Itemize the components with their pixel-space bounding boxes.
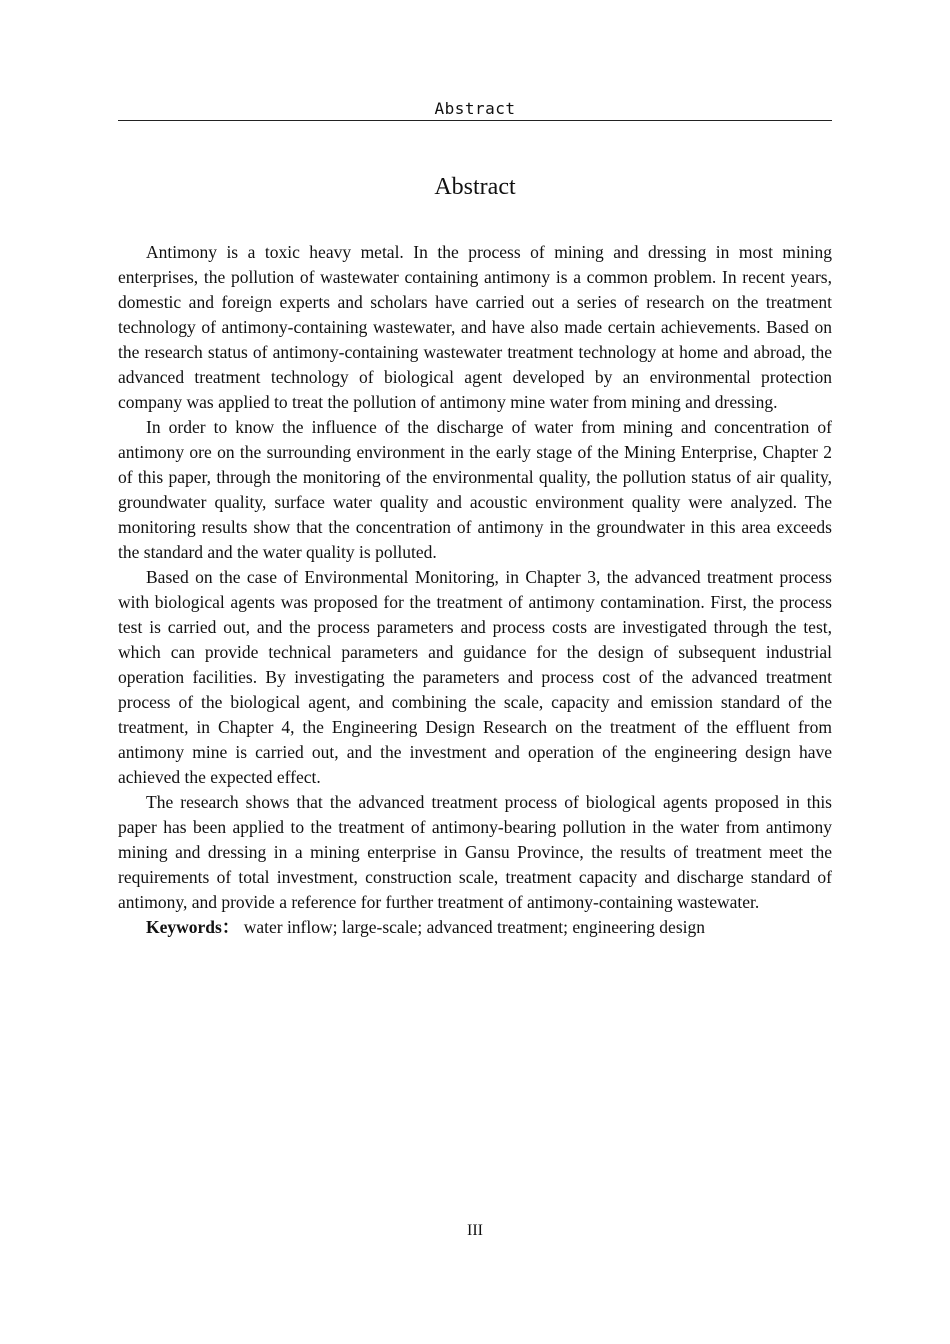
header-rule [118,120,832,121]
page-title: Abstract [434,174,516,200]
abstract-body [118,240,832,940]
keywords-line [118,915,832,940]
abstract-paragraph-2: In order to know the influence of the discharge of water from mining and concentration of antimony ore on the surrounding environment in the early stage of the Mining Enterprise, Chapter 2 of this paper, through the monitoring of the environmental quality, the pollution status of air quality, groundwater quality, surface water quality and acoustic environment quality were analyzed. The monitoring results show that the concentration of antimony in the groundwater in this area exceeds the standard and the water quality is polluted. [118,417,832,562]
abstract-paragraph-4: The research shows that the advanced treatment process of biological agents proposed in this paper has been applied to the treatment of antimony-bearing pollution in the water from antimony mining and dressing in a mining enterprise in Gansu Province, the results of treatment meet the requirements of total investment, construction scale, treatment capacity and discharge standard of antimony, and provide a reference for further treatment of antimony-containing wastewater. [118,792,832,912]
abstract-paragraph-1: Antimony is a toxic heavy metal. In the process of mining and dressing in most mining enterprises, the pollution of wastewater containing antimony is a common problem. In recent years, domestic and foreign experts and scholars have carried out a series of research on the treatment technology of antimony-containing wastewater, and have also made certain achievements. Based on the research status of antimony-containing wastewater treatment technology at home and abroad, the advanced treatment technology of biological agent developed by an environmental protection company was applied to treat the pollution of antimony mine water from mining and dressing. [118,242,832,412]
abstract-paragraph-3: Based on the case of Environmental Monitoring, in Chapter 3, the advanced treatment process with biological agents was proposed for the treatment of antimony contamination. First, the process test is carried out, and the process parameters and process costs are investigated through the test, which can provide technical parameters and guidance for the design of subsequent industrial operation facilities. By investigating the parameters and process cost of the advanced treatment process of the biological agent, and combining the scale, capacity and emission standard of the treatment, in Chapter 4, the Engineering Design Research on the treatment of the effluent from antimony mine is carried out, and the investment and operation of the engineering design have achieved the expected effect. [118,567,832,787]
page-number: III [467,1222,483,1239]
keywords-label: Keywords： [146,917,240,937]
running-header: Abstract [434,99,516,118]
keywords-text: water inflow; large-scale; advanced treatment; engineering design [239,917,705,937]
